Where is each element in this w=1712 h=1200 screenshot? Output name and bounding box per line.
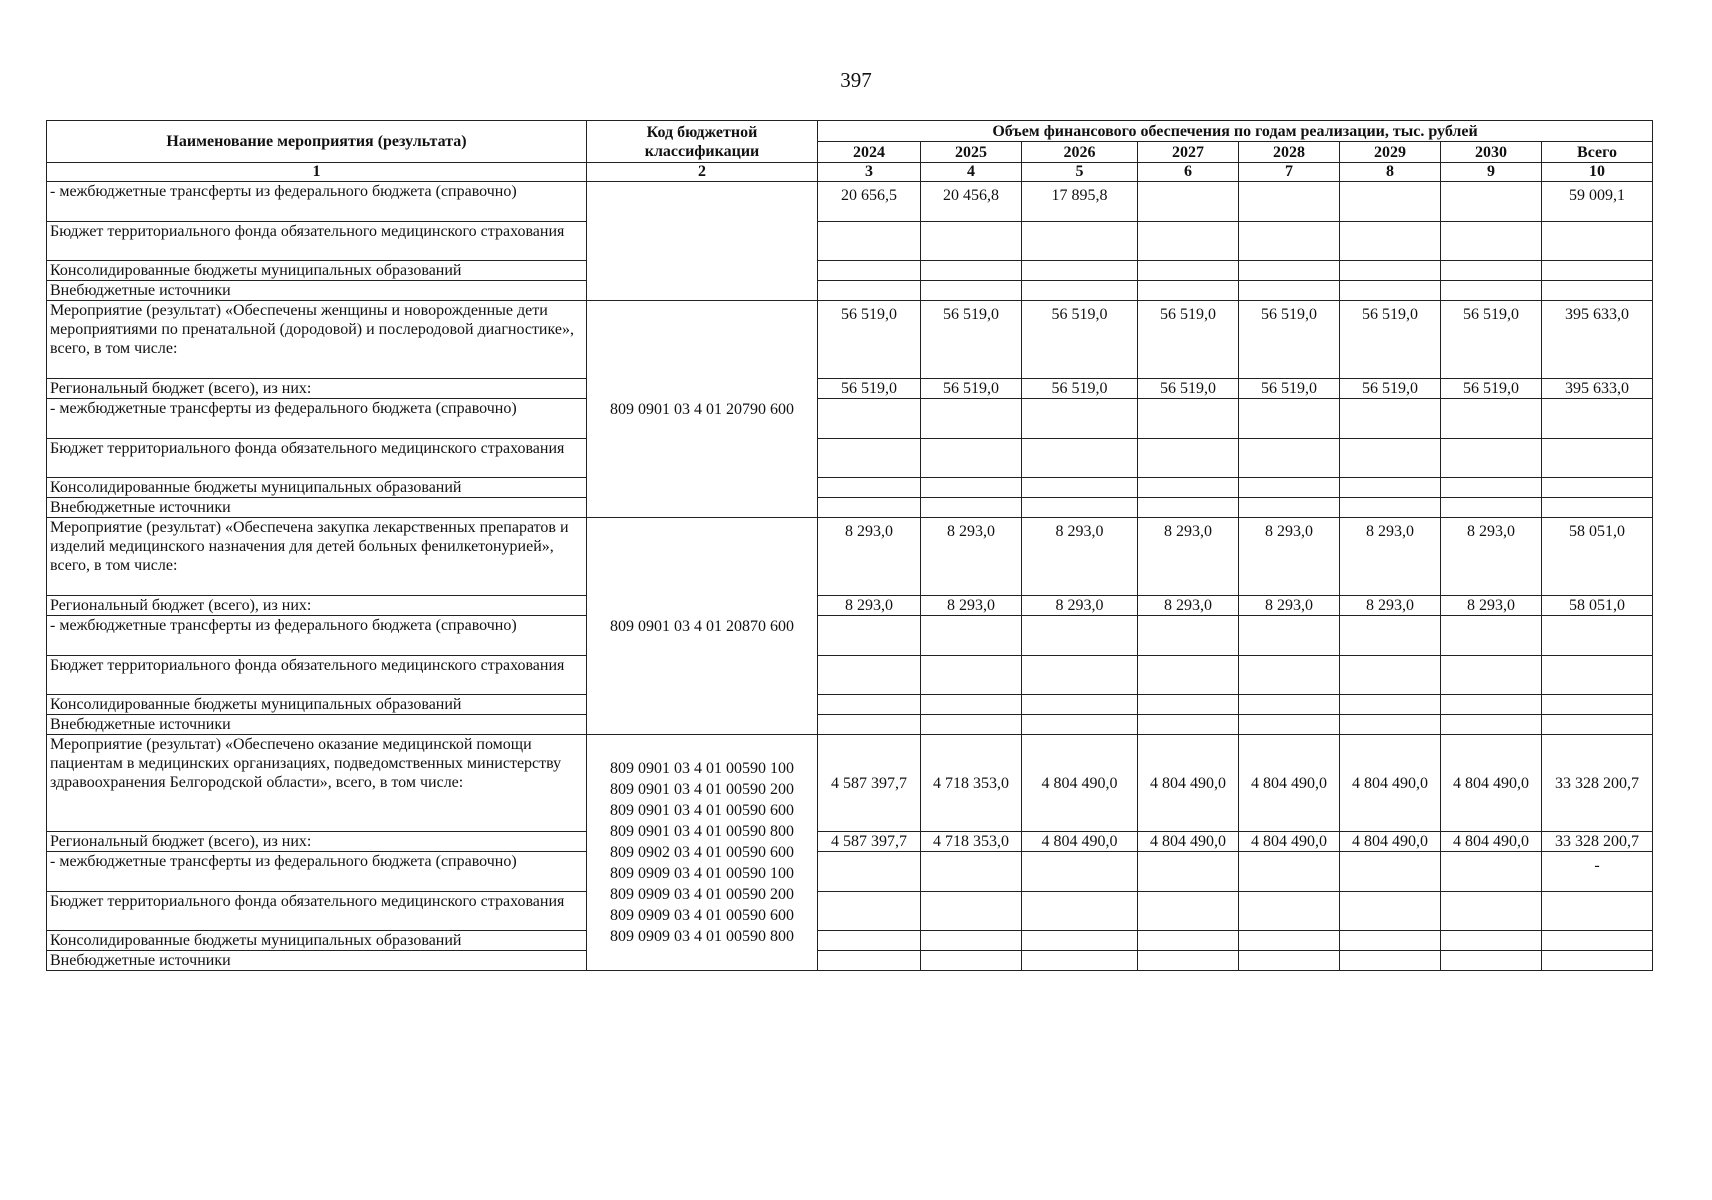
total-value: [1542, 478, 1653, 498]
column-number: 4: [921, 163, 1022, 182]
year-value: [1441, 261, 1542, 281]
column-number: 8: [1340, 163, 1441, 182]
header-year: 2028: [1239, 142, 1340, 163]
table-row: [47, 439, 1653, 478]
year-value: [1022, 439, 1138, 478]
total-value: [1542, 951, 1653, 971]
row-name: Бюджет территориального фонда обязательного медицинского страхования: [47, 439, 587, 478]
table-row: [47, 301, 1653, 379]
year-value: [1441, 852, 1542, 892]
budget-code: 809 0901 03 4 01 20790 600: [610, 400, 794, 418]
year-value: [1441, 931, 1542, 951]
year-value: [1239, 892, 1340, 931]
year-value: 4 804 490,0: [1138, 832, 1239, 852]
year-value: [818, 478, 921, 498]
year-value: 56 519,0: [818, 379, 921, 399]
year-value: 8 293,0: [1022, 518, 1138, 596]
table-row: [47, 852, 1653, 892]
total-value: 33 328 200,7: [1542, 832, 1653, 852]
table-header: [47, 121, 1653, 182]
total-value: [1542, 281, 1653, 301]
year-value: [1340, 656, 1441, 695]
year-value: [1239, 478, 1340, 498]
header-total: Всего: [1542, 142, 1653, 163]
year-value: 4 804 490,0: [1441, 735, 1542, 832]
budget-code: 809 0909 03 4 01 00590 600: [610, 907, 794, 924]
year-value: [1239, 715, 1340, 735]
budget-code: 809 0901 03 4 01 00590 800: [610, 823, 794, 840]
table-row: [47, 596, 1653, 616]
year-value: 56 519,0: [1340, 379, 1441, 399]
year-value: [1441, 892, 1542, 931]
year-value: [1441, 498, 1542, 518]
row-name: Региональный бюджет (всего), из них:: [47, 832, 587, 852]
year-value: [1138, 478, 1239, 498]
year-value: [1138, 931, 1239, 951]
column-number: 6: [1138, 163, 1239, 182]
year-value: 56 519,0: [818, 301, 921, 379]
year-value: [1239, 656, 1340, 695]
column-number: 5: [1022, 163, 1138, 182]
year-value: [1340, 478, 1441, 498]
year-value: [921, 951, 1022, 971]
year-value: [1340, 852, 1441, 892]
year-value: [818, 616, 921, 656]
year-value: [1441, 715, 1542, 735]
table-row: [47, 182, 1653, 222]
year-value: [818, 695, 921, 715]
year-value: 4 804 490,0: [1138, 735, 1239, 832]
year-value: [1239, 439, 1340, 478]
year-value: [1441, 951, 1542, 971]
total-value: -: [1542, 852, 1653, 892]
year-value: 4 718 353,0: [921, 735, 1022, 832]
year-value: 4 718 353,0: [921, 832, 1022, 852]
column-number: 2: [587, 163, 818, 182]
year-value: [1138, 852, 1239, 892]
table-row: [47, 281, 1653, 301]
year-value: [1239, 222, 1340, 261]
column-number: 3: [818, 163, 921, 182]
row-name: - межбюджетные трансферты из федерального бюджета (справочно): [47, 852, 587, 892]
year-value: [1340, 182, 1441, 222]
year-value: [921, 281, 1022, 301]
total-value: 33 328 200,7: [1542, 735, 1653, 832]
year-value: [1138, 281, 1239, 301]
total-value: [1542, 656, 1653, 695]
year-value: [1239, 399, 1340, 439]
year-value: [1441, 478, 1542, 498]
year-value: [1022, 281, 1138, 301]
budget-code-cell: [587, 518, 818, 735]
total-value: [1542, 498, 1653, 518]
year-value: 8 293,0: [921, 596, 1022, 616]
year-value: [921, 892, 1022, 931]
year-value: [1340, 892, 1441, 931]
column-number: 1: [47, 163, 587, 182]
header-year: 2030: [1441, 142, 1542, 163]
year-value: [1340, 281, 1441, 301]
year-value: 20 456,8: [921, 182, 1022, 222]
total-value: [1542, 222, 1653, 261]
year-value: [1022, 715, 1138, 735]
year-value: [921, 695, 1022, 715]
year-value: 8 293,0: [1340, 596, 1441, 616]
row-name: Мероприятие (результат) «Обеспечено оказание медицинской помощи пациентам в медицинских организациях, подведомственных министерству здравоохранения Белгородской области», всего, в том числе:: [47, 735, 587, 832]
year-value: [921, 616, 1022, 656]
total-value: [1542, 695, 1653, 715]
year-value: [1239, 951, 1340, 971]
year-value: [818, 439, 921, 478]
row-name: Региональный бюджет (всего), из них:: [47, 379, 587, 399]
year-value: 4 804 490,0: [1022, 832, 1138, 852]
budget-code: 809 0909 03 4 01 00590 200: [610, 886, 794, 903]
table-row: [47, 518, 1653, 596]
total-value: [1542, 616, 1653, 656]
year-value: 56 519,0: [1138, 379, 1239, 399]
year-value: 8 293,0: [818, 596, 921, 616]
budget-code-cell: [587, 735, 818, 971]
year-value: [818, 222, 921, 261]
year-value: [1441, 399, 1542, 439]
year-value: [1340, 616, 1441, 656]
year-value: [1022, 951, 1138, 971]
table-row: [47, 222, 1653, 261]
header-year: 2026: [1022, 142, 1138, 163]
year-value: 4 587 397,7: [818, 832, 921, 852]
year-value: [1441, 439, 1542, 478]
total-value: [1542, 399, 1653, 439]
table-row: [47, 616, 1653, 656]
year-value: [818, 892, 921, 931]
row-name: Бюджет территориального фонда обязательного медицинского страхования: [47, 892, 587, 931]
budget-code: 809 0901 03 4 01 20870 600: [610, 617, 794, 635]
year-value: [818, 656, 921, 695]
year-value: 8 293,0: [818, 518, 921, 596]
total-value: [1542, 261, 1653, 281]
year-value: [1239, 261, 1340, 281]
year-value: 56 519,0: [921, 301, 1022, 379]
budget-code: 809 0901 03 4 01 00590 100: [610, 760, 794, 777]
table-row: [47, 951, 1653, 971]
year-value: [1441, 222, 1542, 261]
row-name: Внебюджетные источники: [47, 281, 587, 301]
year-value: 4 804 490,0: [1441, 832, 1542, 852]
year-value: 4 804 490,0: [1239, 735, 1340, 832]
column-number: 7: [1239, 163, 1340, 182]
row-name: - межбюджетные трансферты из федерального бюджета (справочно): [47, 182, 587, 222]
budget-code: 809 0902 03 4 01 00590 600: [610, 844, 794, 861]
year-value: [1441, 616, 1542, 656]
year-value: [921, 931, 1022, 951]
year-value: 8 293,0: [1138, 518, 1239, 596]
page-number: 397: [840, 68, 872, 92]
row-name: - межбюджетные трансферты из федерального бюджета (справочно): [47, 616, 587, 656]
year-value: [1239, 616, 1340, 656]
year-value: 56 519,0: [1239, 301, 1340, 379]
year-value: 8 293,0: [1239, 518, 1340, 596]
total-value: 58 051,0: [1542, 518, 1653, 596]
year-value: [1138, 715, 1239, 735]
year-value: [1022, 892, 1138, 931]
year-value: [1138, 222, 1239, 261]
total-value: 59 009,1: [1542, 182, 1653, 222]
year-value: [921, 222, 1022, 261]
year-value: [921, 715, 1022, 735]
year-value: [1340, 931, 1441, 951]
year-value: [818, 852, 921, 892]
year-value: [921, 498, 1022, 518]
year-value: 8 293,0: [1138, 596, 1239, 616]
year-value: 4 804 490,0: [1340, 832, 1441, 852]
year-value: [1239, 281, 1340, 301]
year-value: [1441, 182, 1542, 222]
year-value: [1239, 695, 1340, 715]
year-value: 8 293,0: [1022, 596, 1138, 616]
row-name: Бюджет территориального фонда обязательного медицинского страхования: [47, 222, 587, 261]
row-name: Внебюджетные источники: [47, 715, 587, 735]
budget-code-cell: [587, 182, 818, 301]
year-value: [1138, 399, 1239, 439]
table-row: [47, 695, 1653, 715]
header-code: Код бюджетной классификации: [587, 121, 818, 163]
table-row: [47, 261, 1653, 281]
year-value: [818, 399, 921, 439]
year-value: 4 587 397,7: [818, 735, 921, 832]
year-value: [1340, 261, 1441, 281]
year-value: 56 519,0: [1022, 301, 1138, 379]
year-value: [1441, 656, 1542, 695]
year-value: [818, 931, 921, 951]
table-row: [47, 931, 1653, 951]
header-year: 2025: [921, 142, 1022, 163]
total-value: [1542, 715, 1653, 735]
column-number: 9: [1441, 163, 1542, 182]
year-value: 8 293,0: [1441, 518, 1542, 596]
year-value: [921, 656, 1022, 695]
year-value: 8 293,0: [1239, 596, 1340, 616]
row-name: - межбюджетные трансферты из федерального бюджета (справочно): [47, 399, 587, 439]
year-value: [1138, 498, 1239, 518]
year-value: 8 293,0: [1441, 596, 1542, 616]
table-row: [47, 379, 1653, 399]
year-value: [1138, 695, 1239, 715]
year-value: [1138, 951, 1239, 971]
header-year: 2027: [1138, 142, 1239, 163]
table-row: [47, 399, 1653, 439]
total-value: 395 633,0: [1542, 301, 1653, 379]
header-year: 2029: [1340, 142, 1441, 163]
year-value: [1239, 498, 1340, 518]
row-name: Консолидированные бюджеты муниципальных образований: [47, 261, 587, 281]
year-value: [1022, 656, 1138, 695]
year-value: [1340, 222, 1441, 261]
total-value: [1542, 439, 1653, 478]
year-value: [1441, 281, 1542, 301]
budget-code: 809 0909 03 4 01 00590 100: [610, 865, 794, 882]
table-row: [47, 715, 1653, 735]
row-name: Консолидированные бюджеты муниципальных образований: [47, 478, 587, 498]
year-value: [921, 261, 1022, 281]
header-year: 2024: [818, 142, 921, 163]
year-value: 56 519,0: [1441, 379, 1542, 399]
financing-table: [46, 120, 1653, 971]
year-value: 20 656,5: [818, 182, 921, 222]
table-row: [47, 832, 1653, 852]
year-value: [1138, 439, 1239, 478]
budget-code: 809 0901 03 4 01 00590 600: [610, 802, 794, 819]
year-value: [1239, 182, 1340, 222]
year-value: 8 293,0: [921, 518, 1022, 596]
year-value: 4 804 490,0: [1340, 735, 1441, 832]
year-value: [818, 951, 921, 971]
year-value: 56 519,0: [921, 379, 1022, 399]
year-value: [921, 399, 1022, 439]
row-name: Региональный бюджет (всего), из них:: [47, 596, 587, 616]
year-value: [1138, 892, 1239, 931]
year-value: [1239, 931, 1340, 951]
year-value: [1340, 439, 1441, 478]
total-value: 395 633,0: [1542, 379, 1653, 399]
year-value: [1022, 852, 1138, 892]
budget-code: 809 0901 03 4 01 00590 200: [610, 781, 794, 798]
year-value: [1138, 182, 1239, 222]
year-value: [818, 715, 921, 735]
year-value: 56 519,0: [1340, 301, 1441, 379]
row-name: Внебюджетные источники: [47, 951, 587, 971]
year-value: 56 519,0: [1239, 379, 1340, 399]
total-value: [1542, 892, 1653, 931]
row-name: Внебюджетные источники: [47, 498, 587, 518]
column-number-row: [47, 163, 1653, 182]
table-row: [47, 735, 1653, 832]
year-value: [1022, 695, 1138, 715]
total-value: [1542, 931, 1653, 951]
year-value: [818, 281, 921, 301]
row-name: Консолидированные бюджеты муниципальных образований: [47, 695, 587, 715]
year-value: 56 519,0: [1022, 379, 1138, 399]
year-value: [1022, 222, 1138, 261]
year-value: [921, 852, 1022, 892]
year-value: [818, 261, 921, 281]
year-value: [1138, 616, 1239, 656]
table-body: [47, 182, 1653, 971]
year-value: [1340, 715, 1441, 735]
year-value: [818, 498, 921, 518]
year-value: 56 519,0: [1138, 301, 1239, 379]
year-value: [921, 439, 1022, 478]
year-value: [1022, 498, 1138, 518]
budget-code: 809 0909 03 4 01 00590 800: [610, 928, 794, 945]
year-value: [1441, 695, 1542, 715]
total-value: 58 051,0: [1542, 596, 1653, 616]
row-name: Бюджет территориального фонда обязательного медицинского страхования: [47, 656, 587, 695]
year-value: 56 519,0: [1441, 301, 1542, 379]
year-value: [1340, 951, 1441, 971]
header-name: Наименование мероприятия (результата): [47, 121, 587, 163]
year-value: [1340, 399, 1441, 439]
year-value: [1138, 656, 1239, 695]
year-value: [1022, 261, 1138, 281]
table-row: [47, 892, 1653, 931]
row-name: Консолидированные бюджеты муниципальных образований: [47, 931, 587, 951]
budget-code-cell: [587, 301, 818, 518]
table-row: [47, 478, 1653, 498]
year-value: 8 293,0: [1340, 518, 1441, 596]
column-number: 10: [1542, 163, 1653, 182]
year-value: [1022, 478, 1138, 498]
table-row: [47, 498, 1653, 518]
table-row: [47, 656, 1653, 695]
year-value: 4 804 490,0: [1239, 832, 1340, 852]
year-value: [1340, 695, 1441, 715]
year-value: 17 895,8: [1022, 182, 1138, 222]
header-volume: Объем финансового обеспечения по годам реализации, тыс. рублей: [818, 121, 1653, 142]
year-value: [1022, 931, 1138, 951]
year-value: [1022, 616, 1138, 656]
year-value: [1239, 852, 1340, 892]
row-name: Мероприятие (результат) «Обеспечены женщины и новорожденные дети мероприятиями по пренатальной (дородовой) и послеродовой диагностике», всего, в том числе:: [47, 301, 587, 379]
year-value: 4 804 490,0: [1022, 735, 1138, 832]
year-value: [1022, 399, 1138, 439]
row-name: Мероприятие (результат) «Обеспечена закупка лекарственных препаратов и изделий медицинского назначения для детей больных фенилкетонурией», всего, в том числе:: [47, 518, 587, 596]
year-value: [921, 478, 1022, 498]
year-value: [1340, 498, 1441, 518]
year-value: [1138, 261, 1239, 281]
